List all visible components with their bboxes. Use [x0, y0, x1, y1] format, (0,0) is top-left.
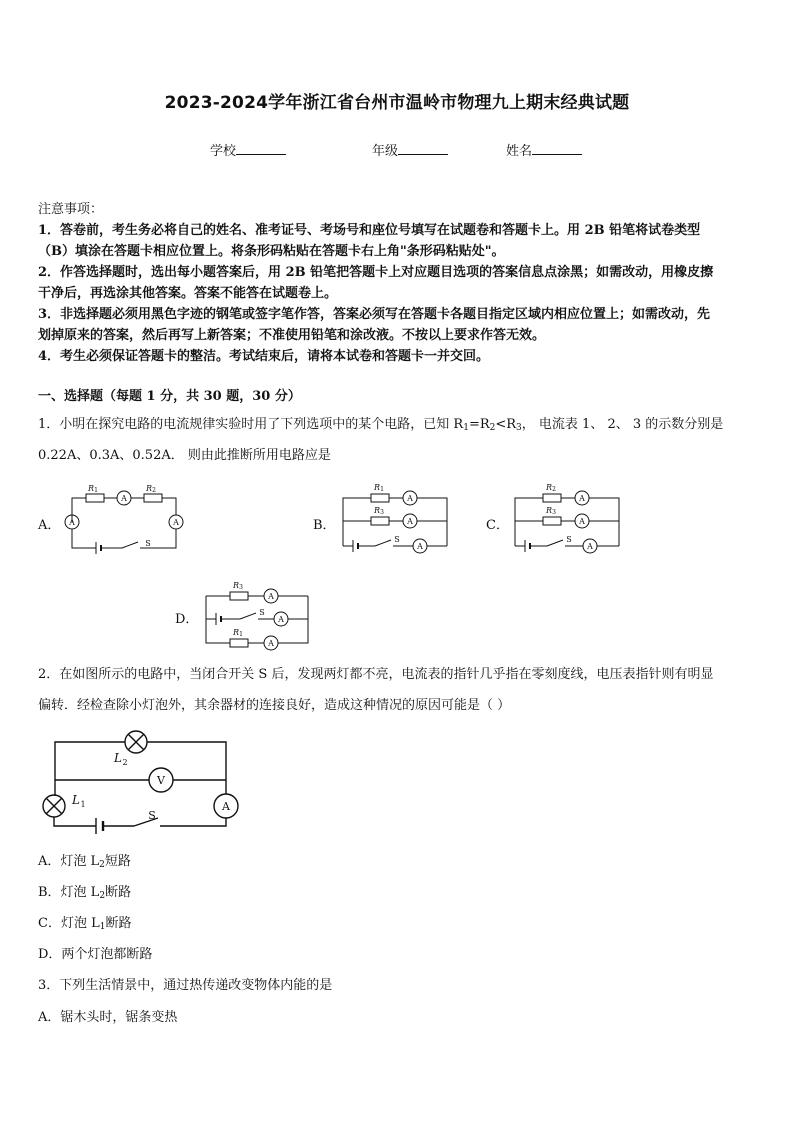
q2-option-d: D．两个灯泡都断路	[38, 947, 153, 962]
lamp-l1-sub: 1	[80, 800, 86, 809]
ammeter-label: A	[268, 592, 274, 601]
circuit-diagram-a	[60, 480, 190, 560]
question-2-text: 2．在如图所示的电路中，当闭合开关 S 后，发现两灯都不亮，电流表的指针几乎指在零刻度线，电压表指针则有明显	[38, 667, 714, 682]
option-c-label: C．	[486, 518, 509, 533]
ammeter-label: A	[268, 639, 274, 648]
notice-line: 2．作答选择题时，选出每小题答案后，用 2B 铅笔把答题卡上对应题目选项的答案信息点涂黑；如需改动，用橡皮擦	[38, 265, 714, 280]
ammeter-label: A	[407, 494, 413, 503]
ammeter-label: A	[417, 542, 423, 551]
label-r: R	[145, 484, 153, 493]
ammeter-label: A	[222, 800, 230, 813]
label-r: R	[373, 506, 381, 515]
section-heading: 一、选择题（每题 1 分，共 30 题，30 分）	[38, 389, 301, 404]
ammeter-label: A	[407, 517, 413, 526]
label-sub: 3	[239, 584, 243, 591]
voltmeter-label: V	[157, 774, 165, 787]
ammeter-label: A	[587, 542, 593, 551]
question-2-text-line2: 偏转．经检查除小灯泡外，其余器材的连接良好，造成这种情况的原因可能是（ ）	[38, 698, 511, 713]
ammeter-label: A	[69, 518, 75, 527]
label-r: R	[232, 581, 240, 590]
label-sub: 2	[152, 487, 156, 494]
question-3-text: 3．下列生活情景中，通过热传递改变物体内能的是	[38, 978, 333, 993]
q2-option-a: A．灯泡 L2短路	[38, 854, 131, 870]
label-sub: 3	[552, 509, 556, 516]
school-field: 学校	[210, 140, 286, 159]
label-sub: 1	[239, 631, 243, 638]
page-title: 2023-2024学年浙江省台州市温岭市物理九上期末经典试题	[164, 93, 630, 113]
label-r: R	[87, 484, 95, 493]
label-sub: 2	[552, 486, 556, 493]
question-1-text: 1．小明在探究电路的电流规律实验时用了下列选项中的某个电路，已知 R1=R2<R3， 电流表 1、 2、 3 的示数分别是	[38, 417, 724, 433]
ammeter-label: A	[121, 494, 127, 503]
switch-label: S	[259, 608, 265, 617]
option-b-label: B．	[313, 518, 336, 533]
ammeter-label: A	[173, 518, 179, 527]
circuit-diagram-b	[335, 478, 455, 563]
notice-line: 干净后，再选涂其他答案。答案不能答在试题卷上。	[38, 286, 338, 301]
q2-option-b: B．灯泡 L2断路	[38, 885, 132, 901]
label-r: R	[373, 483, 381, 492]
notice-line: 划掉原来的答案，然后再写上新答案；不准使用铅笔和涂改液。不按以上要求作答无效。	[38, 328, 546, 343]
lamp-l2-label: L	[114, 751, 122, 765]
notice-line: 1．答卷前，考生务必将自己的姓名、准考证号、考场号和座位号填写在试题卷和答题卡上。用 2B 铅笔将试卷类型	[38, 223, 701, 238]
grade-field: 年级	[372, 140, 448, 159]
ammeter-label: A	[579, 494, 585, 503]
notice-line: （B）填涂在答题卡相应位置上。将条形码粘贴在答题卡右上角"条形码粘贴处"。	[38, 244, 505, 259]
circuit-diagram-q2	[34, 728, 249, 840]
label-r: R	[232, 628, 240, 637]
label-sub: 1	[380, 486, 384, 493]
circuit-diagram-c	[507, 478, 627, 563]
q2-option-c: C．灯泡 L1断路	[38, 916, 132, 932]
label-r: R	[545, 483, 553, 492]
ammeter-label: A	[278, 615, 284, 624]
question-1-text-line2: 0.22A、0.3A、0.52A． 则由此推断所用电路应是	[38, 448, 331, 463]
option-d-label: D．	[175, 612, 199, 627]
lamp-l1-label: L	[72, 793, 80, 807]
name-field: 姓名	[506, 140, 582, 159]
label-r: R	[545, 506, 553, 515]
switch-label: S	[566, 535, 572, 544]
label-sub: 1	[94, 487, 98, 494]
label-sub: 3	[380, 509, 384, 516]
switch-label: S	[394, 535, 400, 544]
q3-option-a: A．锯木头时，锯条变热	[38, 1010, 178, 1025]
switch-label: S	[148, 809, 156, 822]
switch-label: S	[145, 539, 151, 548]
ammeter-label: A	[579, 517, 585, 526]
lamp-l2-sub: 2	[122, 758, 128, 767]
notice-line: 3．非选择题必须用黑色字迹的钢笔或签字笔作答，答案必须写在答题卡各题目指定区域内相应位置上；如需改动，先	[38, 307, 711, 322]
circuit-diagram-d	[198, 576, 316, 656]
notice-line: 4．考生必须保证答题卡的整洁。考试结束后，请将本试卷和答题卡一并交回。	[38, 349, 490, 364]
notice-heading: 注意事项：	[38, 202, 104, 217]
option-a-label: A．	[38, 518, 61, 533]
